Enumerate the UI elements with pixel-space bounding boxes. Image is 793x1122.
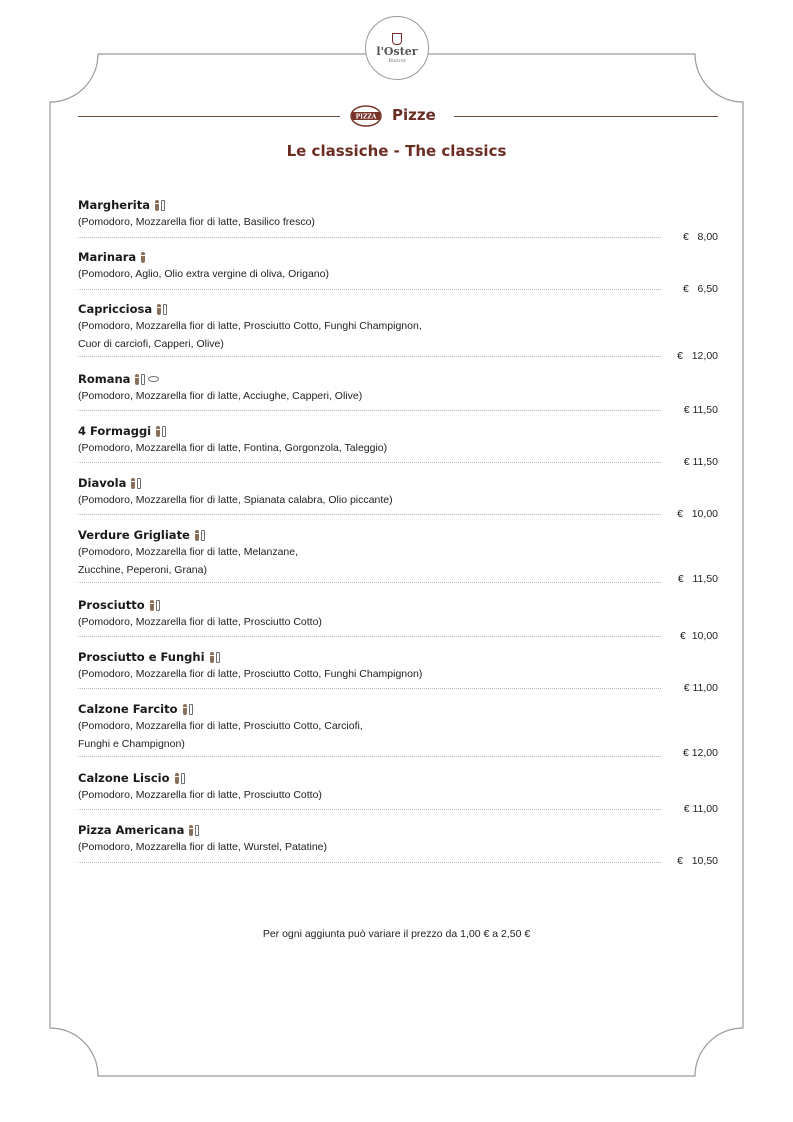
item-name xyxy=(78,822,718,838)
section-title: Pizze xyxy=(392,106,436,124)
item-price: € 11,00 xyxy=(683,682,718,694)
bottle-icon xyxy=(156,600,160,611)
dotted-leader xyxy=(78,356,661,357)
item-name xyxy=(78,249,718,265)
allergen-icons xyxy=(210,652,220,663)
item-description: (Pomodoro, Mozzarella fior di latte, Spianata calabra, Olio piccante) xyxy=(78,494,393,506)
restaurant-logo xyxy=(365,16,429,80)
allergen-icons xyxy=(155,200,165,211)
item-name-text: Calzone Farcito xyxy=(78,702,178,716)
item-price: € 10,00 xyxy=(680,630,718,642)
item-description: (Pomodoro, Mozzarella fior di latte, Fontina, Gorgonzola, Taleggio) xyxy=(78,442,388,454)
dotted-leader xyxy=(78,289,661,290)
dotted-leader xyxy=(78,688,661,689)
menu-item xyxy=(78,197,718,243)
allergen-icons xyxy=(131,478,141,489)
dotted-leader xyxy=(78,462,661,463)
item-name xyxy=(78,701,718,717)
pepper-icon xyxy=(135,374,139,385)
item-name-text: Diavola xyxy=(78,476,127,490)
item-description: (Pomodoro, Mozzarella fior di latte, Wurstel, Patatine) xyxy=(78,841,327,853)
menu-item xyxy=(78,527,718,585)
footer-note: Per ogni aggiunta può variare il prezzo da 1,00 € a 2,50 € xyxy=(262,928,531,940)
item-name xyxy=(78,301,718,317)
menu-item xyxy=(78,597,718,642)
pepper-icon xyxy=(156,426,160,437)
item-description: Zucchine, Peperoni, Grana) xyxy=(78,564,207,576)
allergen-icons xyxy=(150,600,160,611)
item-name xyxy=(78,371,718,387)
item-name-text: Verdure Grigliate xyxy=(78,528,190,542)
item-description: (Pomodoro, Mozzarella fior di latte, Basilico fresco) xyxy=(78,216,315,228)
bottle-icon xyxy=(161,200,165,211)
item-description: Funghi e Champignon) xyxy=(78,738,185,750)
allergen-icons xyxy=(157,304,167,315)
item-description: (Pomodoro, Mozzarella fior di latte, Prosciutto Cotto, Carciofi, xyxy=(78,720,363,732)
pepper-icon xyxy=(155,200,159,211)
item-description: Cuor di carciofi, Capperi, Olive) xyxy=(78,338,224,350)
menu-item xyxy=(78,701,718,759)
pepper-icon xyxy=(175,773,179,784)
logo-name: l'Oster xyxy=(376,44,418,58)
menu-item xyxy=(78,301,718,362)
item-name-text: Prosciutto xyxy=(78,598,145,612)
pepper-icon xyxy=(150,600,154,611)
menu-item xyxy=(78,423,718,468)
menu-item xyxy=(78,649,718,694)
section-header xyxy=(78,103,718,129)
pizza-badge-icon xyxy=(349,105,383,127)
item-price: € 8,00 xyxy=(682,231,718,243)
dotted-leader xyxy=(78,237,661,238)
bottle-icon xyxy=(137,478,141,489)
item-name xyxy=(78,597,718,613)
menu-item xyxy=(78,249,718,295)
item-name xyxy=(78,649,718,665)
item-name-text: Romana xyxy=(78,372,131,386)
header-rule-left xyxy=(78,116,340,117)
pepper-icon xyxy=(210,652,214,663)
item-name xyxy=(78,423,718,439)
pepper-icon xyxy=(141,252,145,263)
dotted-leader xyxy=(78,410,661,411)
item-price: € 11,50 xyxy=(677,573,718,585)
item-description: (Pomodoro, Mozzarella fior di latte, Prosciutto Cotto) xyxy=(78,616,322,628)
dotted-leader xyxy=(78,582,661,583)
item-name xyxy=(78,475,718,491)
item-price: € 11,00 xyxy=(683,803,718,815)
menu-item xyxy=(78,371,718,416)
item-description: (Pomodoro, Mozzarella fior di latte, Prosciutto Cotto, Funghi Champignon, xyxy=(78,320,422,332)
item-description: (Pomodoro, Mozzarella fior di latte, Melanzane, xyxy=(78,546,299,558)
bottle-icon xyxy=(162,426,166,437)
item-name-text: Calzone Liscio xyxy=(78,771,170,785)
menu-item xyxy=(78,822,718,867)
header-rule-right xyxy=(454,116,718,117)
wine-glass-icon xyxy=(392,33,402,45)
item-name xyxy=(78,527,718,543)
allergen-icons xyxy=(189,825,199,836)
pepper-icon xyxy=(131,478,135,489)
logo-subtext: Bistrot xyxy=(388,57,406,64)
item-name xyxy=(78,197,718,213)
item-price: € 6,50 xyxy=(682,283,718,295)
item-description: (Pomodoro, Mozzarella fior di latte, Prosciutto Cotto, Funghi Champignon) xyxy=(78,668,423,680)
item-price: € 12,00 xyxy=(677,350,718,362)
allergen-icons xyxy=(156,426,166,437)
allergen-icons xyxy=(135,374,159,385)
item-price: € 10,00 xyxy=(677,508,718,520)
item-name-text: Prosciutto e Funghi xyxy=(78,650,205,664)
svg-text:PIZZA: PIZZA xyxy=(355,113,377,121)
bottle-icon xyxy=(141,374,145,385)
dotted-leader xyxy=(78,862,661,863)
pepper-icon xyxy=(157,304,161,315)
menu-item xyxy=(78,475,718,520)
allergen-icons xyxy=(195,530,205,541)
bottle-icon xyxy=(216,652,220,663)
item-description: (Pomodoro, Mozzarella fior di latte, Acciughe, Capperi, Olive) xyxy=(78,390,363,402)
item-price: € 12,00 xyxy=(682,747,718,759)
allergen-icons xyxy=(175,773,185,784)
item-name-text: Marinara xyxy=(78,250,137,264)
dotted-leader xyxy=(78,809,661,810)
item-name-text: Capricciosa xyxy=(78,302,153,316)
item-price: € 11,50 xyxy=(683,456,718,468)
dotted-leader xyxy=(78,514,661,515)
item-name-text: 4 Formaggi xyxy=(78,424,152,438)
allergen-icons xyxy=(183,704,193,715)
item-name-text: Pizza Americana xyxy=(78,823,185,837)
menu-item xyxy=(78,770,718,815)
menu-subtitle: Le classiche - The classics xyxy=(286,142,507,160)
item-price: € 11,50 xyxy=(683,404,718,416)
item-price: € 10,50 xyxy=(677,855,718,867)
item-description: (Pomodoro, Mozzarella fior di latte, Prosciutto Cotto) xyxy=(78,789,322,801)
dotted-leader xyxy=(78,636,661,637)
pepper-icon xyxy=(189,825,193,836)
bottle-icon xyxy=(163,304,167,315)
pepper-icon xyxy=(183,704,187,715)
item-name xyxy=(78,770,718,786)
fish-icon xyxy=(148,376,159,382)
dotted-leader xyxy=(78,756,661,757)
item-description: (Pomodoro, Aglio, Olio extra vergine di oliva, Origano) xyxy=(78,268,329,280)
bottle-icon xyxy=(195,825,199,836)
bottle-icon xyxy=(189,704,193,715)
allergen-icons xyxy=(141,252,145,263)
bottle-icon xyxy=(201,530,205,541)
bottle-icon xyxy=(181,773,185,784)
item-name-text: Margherita xyxy=(78,198,150,212)
pepper-icon xyxy=(195,530,199,541)
